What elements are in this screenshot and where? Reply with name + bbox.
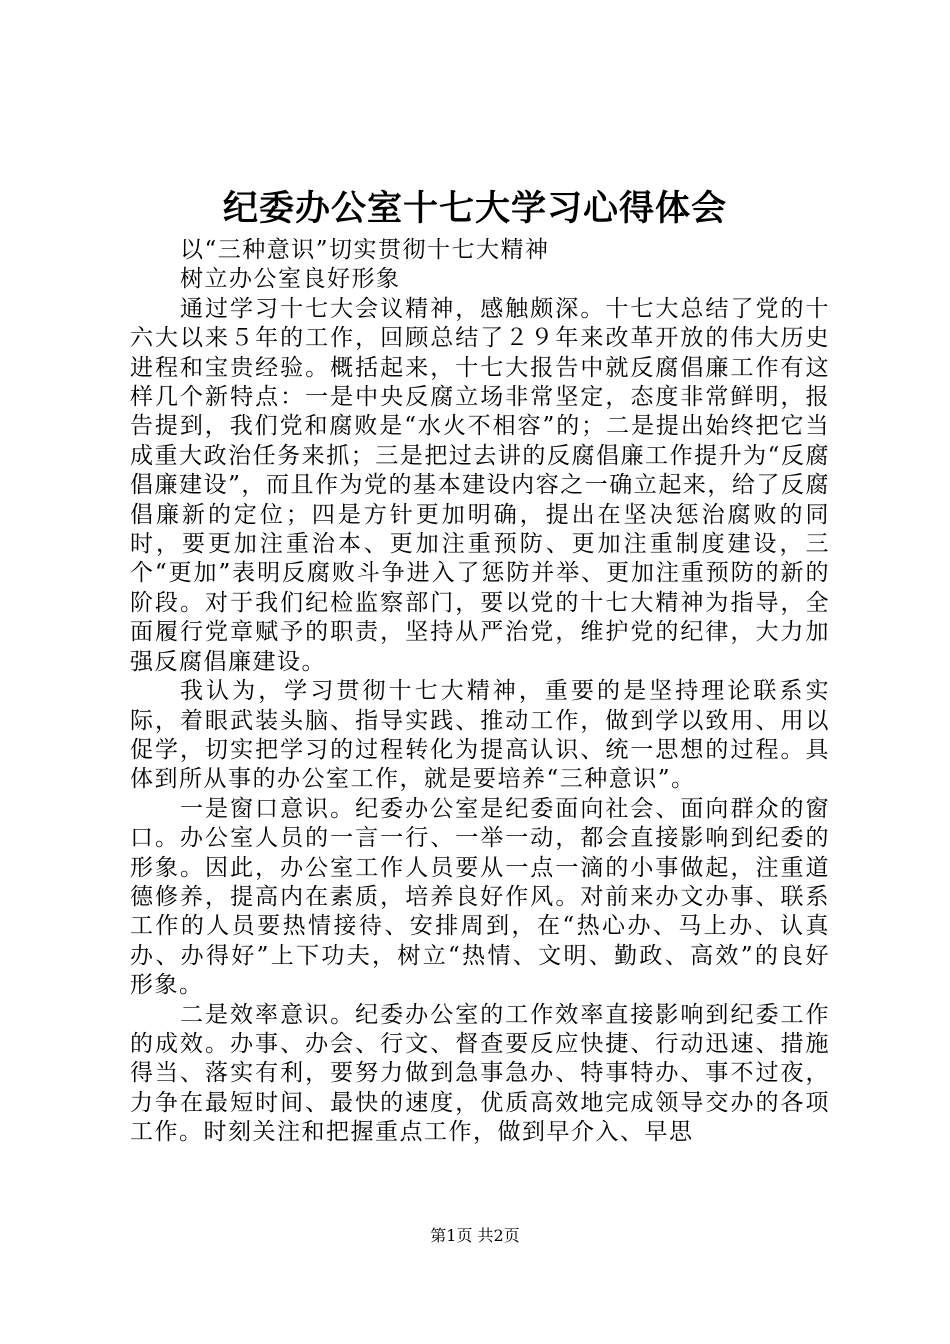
paragraph: 二是效率意识。纪委办公室的工作效率直接影响到纪委工作的成效。办事、办会、行文、督查要反应快捷、行动迅速、措施得当、落实有利，要努力做到急事急办、特事特办、事不过夜，力争在最短时间、最快的速度，优质高效地完成领导交办的各项工作。时刻关注和把握重点工作，做到早介入、早思 [130,1001,830,1146]
paragraph: 一是窗口意识。纪委办公室是纪委面向社会、面向群众的窗口。办公室人员的一言一行、一举一动，都会直接影响到纪委的形象。因此，办公室工作人员要从一点一滴的小事做起，注重道德修养，提高内在素质，培养良好作风。对前来办文办事、联系工作的人员要热情接待、安排周到，在“热心办、马上办、认真办、办得好”上下功夫，树立“热情、文明、勤政、高效”的良好形象。 [130,795,830,999]
page-number-footer: 第1页 共2页 [430,1226,520,1245]
paragraph: 通过学习十七大会议精神，感触颇深。十七大总结了党的十六大以来５年的工作，回顾总结了２９年来改革开放的伟大历史进程和宝贵经验。概括起来，十七大报告中就反腐倡廉工作有这样几个新特点：一是中央反腐立场非常坚定，态度非常鲜明，报告提到，我们党和腐败是“水火不相容”的；二是提出始终把它当成重大政治任务来抓；三是把过去讲的反腐倡廉工作提升为“反腐倡廉建设”，而且作为党的基本建设内容之一确立起来，给了反腐倡廉新的定位；四是方针更加明确，提出在坚决惩治腐败的同时，要更加注重治本、更加注重预防、更加注重制度建设，三个“更加”表明反腐败斗争进入了惩防并举、更加注重预防的新的阶段。对于我们纪检监察部门，要以党的十七大精神为指导，全面履行党章赋予的职责，坚持从严治党，维护党的纪律，大力加强反腐倡廉建设。 [130,295,830,675]
subtitle-line-1: 以“三种意识”切实贯彻十七大精神 [180,237,550,263]
document-body [130,236,830,1148]
paragraph: 我认为，学习贯彻十七大精神，重要的是坚持理论联系实际，着眼武装头脑、指导实践、推动工作，做到学以致用、用以促学，切实把学习的过程转化为提高认识、统一思想的过程。具体到所从事的办公室工作，就是要培养“三种意识”。 [130,678,830,793]
subtitle-line-2: 树立办公室良好形象 [180,266,401,293]
document-title: 纪委办公室十七大学习心得体会 [222,188,727,229]
